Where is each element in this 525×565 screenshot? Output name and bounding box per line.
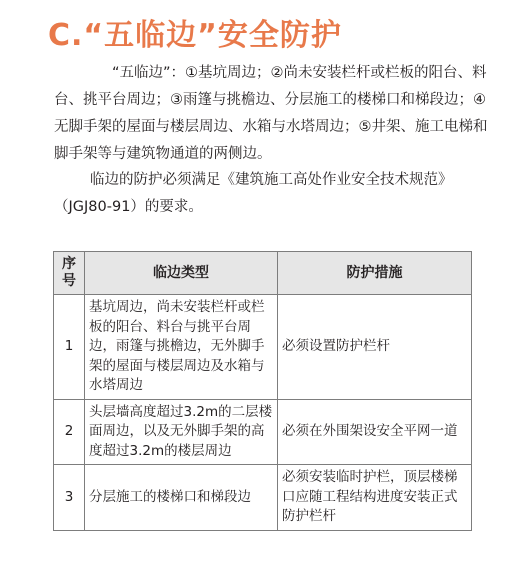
row-serial-number: 2 [54, 399, 85, 465]
header-edge-type: 临边类型 [85, 252, 278, 295]
row-protection-measure: 必须安装临时护栏，顶层楼梯口应随工程结构进度安装正式防护栏杆 [278, 465, 472, 531]
row-serial-number: 1 [54, 295, 85, 400]
table-row [54, 465, 472, 531]
row-edge-type: 分层施工的楼梯口和梯段边 [85, 465, 278, 531]
edge-protection-table [53, 251, 472, 531]
header-protection-measure: 防护措施 [278, 252, 472, 295]
row-edge-type: 基坑周边，尚未安装栏杆或栏板的阳台、料台与挑平台周边，雨篷与挑檐边，无外脚手架的屋面与楼层周边及水箱与水塔周边 [85, 295, 278, 400]
table-row [54, 295, 472, 400]
standard-paragraph: 临边的防护必须满足《建筑施工高处作业安全技术规范》（JGJ80-91）的要求。 [54, 172, 453, 215]
row-serial-number: 3 [54, 465, 85, 531]
row-edge-type: 头层墙高度超过3.2m的二层楼面周边，以及无外脚手架的高度超过3.2m的楼层周边 [85, 399, 278, 465]
header-serial-number: 序号 [54, 252, 85, 295]
table-header-row [54, 252, 472, 295]
table-row [54, 399, 472, 465]
intro-paragraph: “五临边”：①基坑周边；②尚未安装栏杆或栏板的阳台、料台、挑平台周边；③雨篷与挑檐边、分层施工的楼梯口和梯段边；④无脚手架的屋面与楼层周边、水箱与水塔周边；⑤井架、施工电梯和脚手架等与建筑物通道的两侧边。 [54, 65, 488, 162]
row-protection-measure: 必须设置防护栏杆 [278, 295, 472, 400]
section-heading: C.“五临边”安全防护 [48, 18, 342, 53]
row-protection-measure: 必须在外围架设安全平网一道 [278, 399, 472, 465]
